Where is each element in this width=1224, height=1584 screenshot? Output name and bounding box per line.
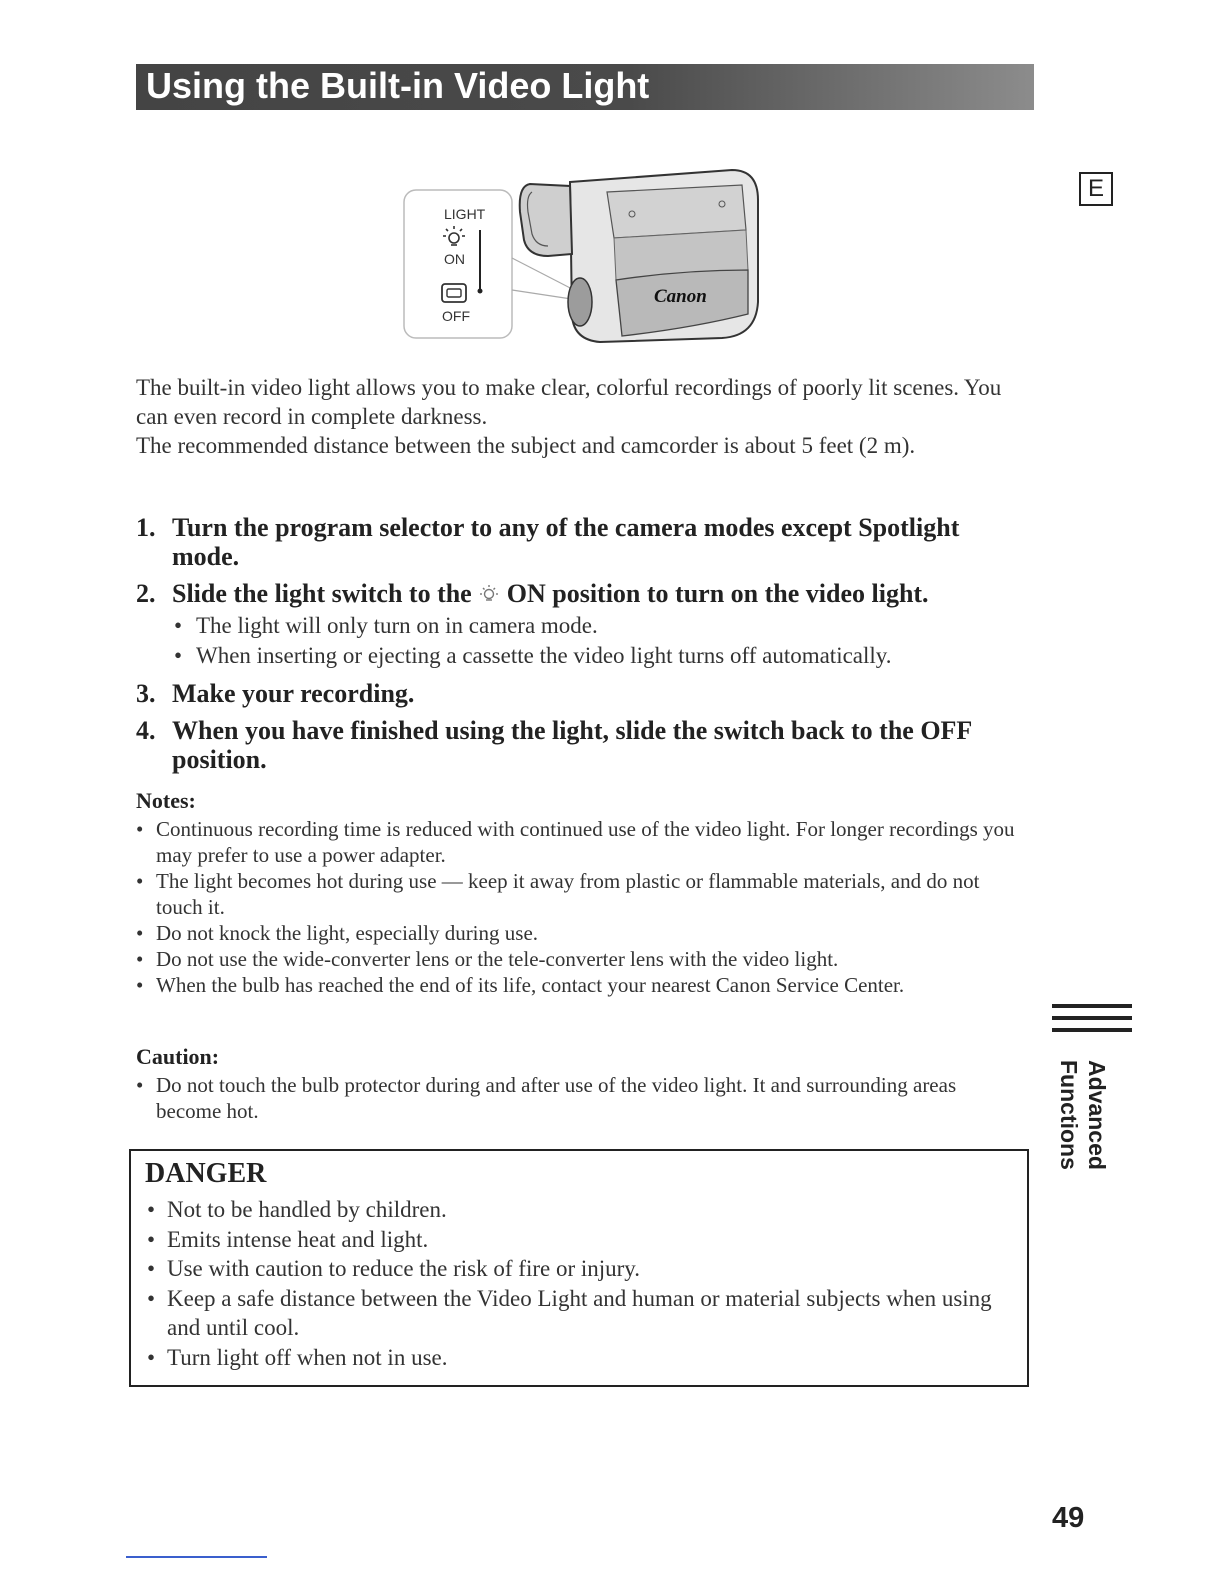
light-bulb-icon: [478, 583, 500, 605]
step-text: [172, 579, 929, 608]
step-text: When you have finished using the light, slide the switch back to the OFF position.: [172, 716, 972, 774]
list-item: • Use with caution to reduce the risk of fire or injury.: [145, 1254, 1013, 1284]
danger-heading: DANGER: [145, 1158, 267, 1189]
list-item: • Emits intense heat and light.: [145, 1225, 1013, 1255]
step-3: [136, 679, 1031, 708]
step-text: Turn the program selector to any of the camera modes except Spotlight mode.: [172, 513, 960, 571]
danger-list: [145, 1195, 1013, 1372]
step-text: Make your recording.: [172, 679, 415, 708]
tab-bar: [1052, 1004, 1132, 1008]
notes-heading: Notes:: [136, 788, 196, 813]
step-1: [136, 513, 1031, 571]
list-item: • Do not touch the bulb protector during and after use of the video light. It and surrounding areas become hot.: [136, 1072, 1016, 1124]
list-item: • The light becomes hot during use — keep it away from plastic or flammable materials, and do not touch it.: [136, 868, 1016, 920]
list-item: • Keep a safe distance between the Video Light and human or material subjects when using and until cool.: [145, 1284, 1013, 1343]
side-tab-line2: Functions: [1056, 1060, 1082, 1170]
caution-heading: Caution:: [136, 1044, 220, 1069]
language-badge: E: [1079, 172, 1113, 206]
tab-bar: [1052, 1028, 1132, 1032]
step-2-bullets: [172, 611, 1031, 671]
list-item: • Turn light off when not in use.: [145, 1343, 1013, 1373]
step-number: 4.: [136, 716, 156, 745]
page-title: Using the Built-in Video Light: [136, 64, 1034, 110]
notes-section: [136, 787, 1016, 998]
brand-label: Canon: [654, 286, 707, 307]
step-text-before: Slide the light switch to the: [172, 579, 472, 608]
notes-list: [136, 816, 1016, 998]
caution-list: [136, 1072, 1016, 1124]
steps-list: [136, 513, 1031, 782]
list-item: • Continuous recording time is reduced with continued use of the video light. For longer recordings you may prefer to use a power adapter.: [136, 816, 1016, 868]
step-2: [136, 579, 1031, 671]
list-item: • Do not knock the light, especially during use.: [136, 920, 1016, 946]
tab-bar: [1052, 1016, 1132, 1020]
danger-box: [129, 1149, 1029, 1387]
intro-paragraph: The built-in video light allows you to make clear, colorful recordings of poorly lit scenes. You can even record in complete darkness.: [136, 375, 1002, 429]
step-text-after: ON position to turn on the video light.: [506, 579, 929, 608]
intro-paragraph: The recommended distance between the subject and camcorder is about 5 feet (2 m).: [136, 433, 916, 458]
step-number: 3.: [136, 679, 156, 708]
list-item: • The light will only turn on in camera mode.: [172, 611, 1031, 641]
footer-rule: [126, 1556, 267, 1558]
step-number: 2.: [136, 579, 156, 608]
caution-section: [136, 1043, 1016, 1124]
camcorder-illustration: [402, 152, 772, 352]
page-number: 49: [1052, 1502, 1085, 1534]
section-side-tab: [1054, 1060, 1110, 1180]
section-tab-bars: [1052, 1004, 1132, 1040]
switch-on-label: ON: [444, 251, 465, 267]
side-tab-line1: Advanced: [1084, 1060, 1110, 1170]
intro-text: [136, 373, 1031, 460]
camcorder-body: [520, 170, 758, 342]
step-4: [136, 716, 1031, 774]
list-item: • When inserting or ejecting a cassette the video light turns off automatically.: [172, 641, 1031, 671]
list-item: • Not to be handled by children.: [145, 1195, 1013, 1225]
list-item: • When the bulb has reached the end of its life, contact your nearest Canon Service Center.: [136, 972, 1016, 998]
step-number: 1.: [136, 513, 156, 542]
list-item: • Do not use the wide-converter lens or the tele-converter lens with the video light.: [136, 946, 1016, 972]
switch-light-label: LIGHT: [444, 206, 486, 222]
switch-off-label: OFF: [442, 308, 470, 324]
